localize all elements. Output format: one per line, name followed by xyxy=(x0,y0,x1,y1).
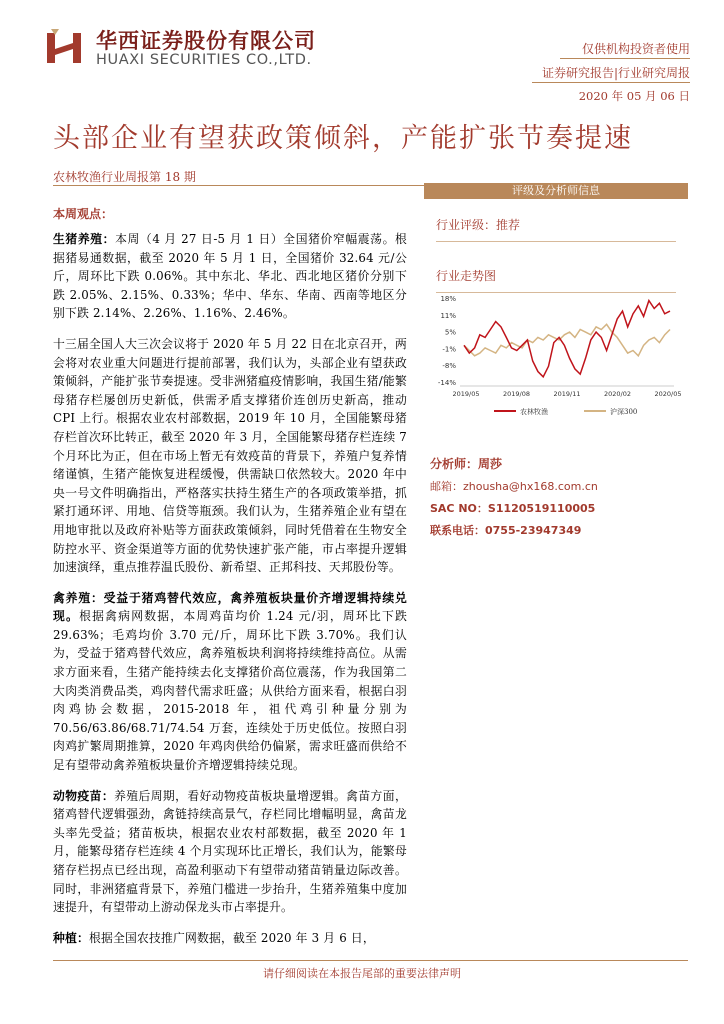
report-type: 证券研究报告|行业研究周报 xyxy=(541,66,690,80)
rating-panel xyxy=(424,183,688,293)
industry-rating: 行业评级：推荐 xyxy=(436,218,521,232)
rating-divider xyxy=(436,241,676,242)
paragraph-lead: 禽养殖：受益于猪鸡替代效应，禽养殖板块量价齐增逻辑持续兑现。 xyxy=(53,590,407,624)
analyst-name: 分析师：周莎 xyxy=(430,457,503,471)
paragraph-text: 本周（4 月 27 日-5 月 1 日）全国猪价窄幅震荡。根据猪易通数据，截至 2020 年 5 月 1 日，全国猪价 32.64 元/公斤，周环比下跌 0.06%。其中东北、华北、西北地区猪价分别下跌 2.05%、2.15%、0.33%；华中、华东、华南、西南等地区分别下跌 2.14%、2.26%、1.16%、2.46%。 xyxy=(53,232,407,321)
y-tick-label: -1% xyxy=(442,345,456,354)
paragraph-policy xyxy=(53,335,407,577)
x-tick-label: 2019/08 xyxy=(502,390,531,398)
x-tick-label: 2019/11 xyxy=(553,390,581,398)
paragraph-poultry xyxy=(53,589,407,775)
company-name-cn: 华西证券股份有限公司 xyxy=(96,29,316,53)
header-divider xyxy=(532,82,690,83)
y-tick-label: 11% xyxy=(440,311,456,320)
page-title: 头部企业有望获政策倾斜，产能扩张节奏提速 xyxy=(53,123,633,154)
paragraph-lead: 种植： xyxy=(53,930,89,945)
huaxi-logo-icon xyxy=(45,29,85,65)
paragraph-text: 根据全国农技推广网数据，截至 2020 年 3 月 6 日， xyxy=(89,930,375,945)
report-header xyxy=(0,0,724,92)
y-tick-label: 5% xyxy=(444,328,456,337)
y-tick-label: 18% xyxy=(440,295,456,303)
x-tick-label: 2020/05 xyxy=(654,390,682,398)
trend-chart xyxy=(424,290,688,430)
analyst-phone: 联系电话：0755-23947349 xyxy=(430,524,582,537)
legal-notice: 请仔细阅读在本报告尾部的重要法律声明 xyxy=(263,967,461,980)
y-tick-label: -14% xyxy=(437,379,456,387)
report-subtitle: 农林牧渔行业周报第 18 期 xyxy=(53,170,196,184)
section-title: 本周观点： xyxy=(53,207,114,221)
company-name-en: HUAXI SECURITIES CO.,LTD. xyxy=(96,52,312,68)
paragraph-text: 养殖后周期，看好动物疫苗板块量增逻辑。禽苗方面，猪鸡替代逻辑强劲，禽链持续高景气，存栏同比增幅明显，禽苗龙头率先受益；猪苗板块，根据农业农村部数据，截至 2020 年 1 月，能繁母猪存栏连续 4 个月实现环比正增长，我们认为，能繁母猪存栏拐点已经出现，高盈利驱动下有望带动猪苗销量边际改善。同时，非洲猪瘟背景下，养殖门槛进一步抬升，生猪养殖集中度加速提升，有望带动上游动保龙头市占率提升。 xyxy=(53,788,407,915)
y-tick-label: -8% xyxy=(442,362,456,371)
x-tick-label: 2020/02 xyxy=(603,390,632,398)
header-divider xyxy=(560,58,690,59)
series-line-agri xyxy=(464,301,670,377)
main-content xyxy=(53,205,407,959)
paragraph-lead: 动物疫苗： xyxy=(53,788,115,803)
paragraph-planting xyxy=(53,929,407,948)
trend-chart-title: 行业走势图 xyxy=(436,269,497,283)
legend-label: 农林牧渔 xyxy=(520,408,548,416)
paragraph-hog xyxy=(53,230,407,323)
trend-chart-svg xyxy=(424,290,688,430)
analyst-email[interactable]: 邮箱：zhousha@hx168.com.cn xyxy=(430,480,598,493)
paragraph-vaccine xyxy=(53,787,407,917)
footer-divider xyxy=(53,960,688,961)
analyst-info xyxy=(424,455,688,538)
paragraph-text: 十三届全国人大三次会议将于 2020 年 5 月 22 日在北京召开，两会将对农业重大问题进行提前部署，我们认为，头部企业有望获政策倾斜，产能扩张节奏提速。受非洲猪瘟疫情影响，我国生猪/能繁母猪存栏屡创历史新低，供需矛盾支撑猪价连创历史新高，推动 CPI 上行。根据农业农村部数据，2019 年 10 月，全国能繁母猪存栏首次环比转正，截至 2020 年 3 月，全国能繁母猪存栏连续 7 个月环比为正，但在市场上暂无有效疫苗的背景下，养殖户复养情绪谨慎，生猪产能恢复进程缓慢，供需缺口依然较大。2020 年中央一号文件明确指出，严格落实扶持生猪生产的各项政策举措，抓紧打通环评、用地、信贷等瓶颈。我们认为，生猪养殖企业有望在用地审批以及政府补贴等方面获政策倾斜，同时凭借着在生物安全防控水平、资金渠道等方面的优势快速扩张产能，市占率提升逻辑加速演绎，重点推荐温氏股份、新希望、正邦科技、天邦股份等。 xyxy=(53,336,407,575)
report-date: 2020 年 05 月 06 日 xyxy=(578,89,690,103)
x-tick-label: 2019/05 xyxy=(452,390,480,398)
legend-label: 沪深300 xyxy=(610,408,638,416)
rating-bar: 评级及分析师信息 xyxy=(424,183,688,199)
paragraph-text: 根据禽病网数据，本周鸡苗均价 1.24 元/羽，周环比下跌 29.63%；毛鸡均价 3.70 元/斤，周环比下跌 3.70%。我们认为，受益于猪鸡替代效应，禽养殖板块利润将持续维持高位。从需求方面来看，生猪产能持续去化支撑猪价高位震荡，作为我国第二大肉类消费品类，鸡肉替代需求旺盛；从供给方面来看，根据白羽肉鸡协会数据，2015-2018 年，祖代鸡引种量分别为 70.56/63.86/68.71/74.54 万套，连续处于历史低位。按照白羽肉鸡扩繁周期推算，2020 年鸡肉供给仍偏紧，需求旺盛而供给不足有望带动禽养殖板块量价齐增逻辑持续兑现。 xyxy=(53,609,408,773)
audience-note: 仅供机构投资者使用 xyxy=(581,42,690,56)
paragraph-lead: 生猪养殖： xyxy=(53,232,116,246)
analyst-sac: SAC NO：S1120519110005 xyxy=(430,502,596,515)
